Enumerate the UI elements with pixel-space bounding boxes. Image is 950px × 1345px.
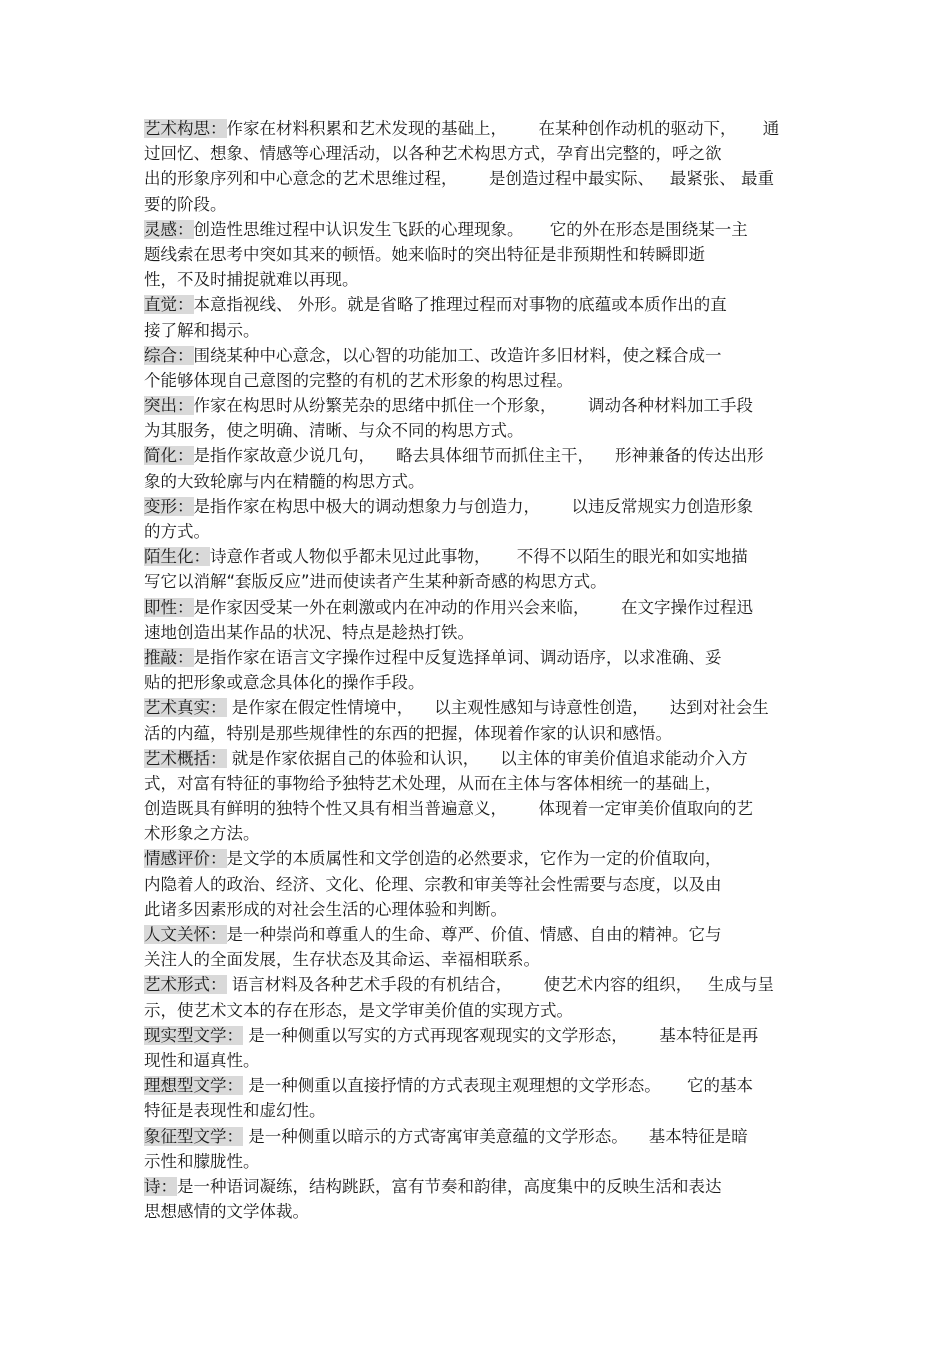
entry-line [144,569,809,594]
entry-line [144,771,809,796]
glossary-term: 综合： [144,345,194,365]
glossary-entry [144,846,809,922]
entry-line [144,1174,809,1199]
definition-text: 是一种语词凝练，结构跳跃，富有节奏和韵律，高度集中的反映生活和表达 [177,1176,722,1196]
glossary-term: 艺术形式： [144,975,227,995]
definition-text: 术形象之方法。 [144,824,260,844]
entry-line [144,267,809,292]
definition-text: 是作家在假定性情境中， 以主观性感知与诗意性创造， 达到对社会生 [226,698,769,718]
entry-line [144,821,809,846]
definition-text: 作家在材料积累和艺术发现的基础上， 在某种创作动机的驱动下， 通 [226,119,780,138]
glossary-entry [144,746,809,847]
entry-line [144,519,809,544]
definition-text: 接了解和揭示。 [144,320,260,340]
entry-line [144,166,809,191]
definition-text: 内隐着人的政治、经济、文化、伦理、宗教和审美等社会性需要与态度，以及由 [144,874,722,894]
definition-text: 作家在构思时从纷繁芜杂的思绪中抓住一个形象， 调动各种材料加工手段 [193,396,753,416]
definition-text: 要的阶段。 [144,194,227,214]
definition-text: 是文学的本质属性和文学创造的必然要求，它作为一定的价值取向， [226,849,722,869]
definition-text: 是一种侧重以直接抒情的方式表现主观理想的文学形态。 它的基本 [243,1076,753,1096]
document-page [144,116,809,1224]
glossary-term: 现实型文学： [144,1025,243,1045]
entry-line [144,746,809,771]
definition-text: 现性和逼真性。 [144,1050,260,1070]
definition-text: 写它以消解“套版反应”进而使读者产生某种新奇感的构思方式。 [144,572,607,592]
entry-line [144,292,809,317]
definition-text: 出的形象序列和中心意念的艺术思维过程， 是创造过程中最实际、 最紧张、 最重 [144,169,774,189]
glossary-term: 人文关怀： [144,925,227,944]
glossary-entry [144,645,809,695]
entry-line [144,922,809,947]
glossary-term: 诗： [144,1176,177,1196]
definition-text: 此诸多因素形成的对社会生活的心理体验和判断。 [144,899,507,919]
definition-text: 式，对富有特征的事物给予独特艺术处理，从而在主体与客体相统一的基础上， [144,773,722,793]
glossary-entry [144,393,809,443]
glossary-entry [144,1174,809,1224]
glossary-entry [144,1023,809,1073]
entry-line [144,1199,809,1224]
definition-text: 活的内蕴，特别是那些规律性的东西的把握，体现着作家的认识和感悟。 [144,723,672,743]
definition-text: 贴的把形象或意念具体化的操作手段。 [144,673,425,693]
entry-line [144,544,809,569]
entry-line [144,1124,809,1149]
glossary-entry [144,292,809,342]
definition-text: 关注人的全面发展，生存状态及其命运、幸福相联系。 [144,950,540,970]
definition-text: 性，不及时捕捉就难以再现。 [144,270,359,290]
glossary-term: 变形： [144,496,194,516]
entry-line [144,998,809,1023]
glossary-entry [144,343,809,393]
entry-line [144,1048,809,1073]
entry-line [144,192,809,217]
entry-line [144,721,809,746]
definition-text: 是一种崇尚和尊重人的生命、尊严、价值、情感、自由的精神。它与 [226,925,722,944]
entry-line [144,846,809,871]
glossary-entry [144,922,809,972]
entry-line [144,141,809,166]
definition-text: 是一种侧重以写实的方式再现客观现实的文学形态， 基本特征是再 [243,1025,759,1045]
definition-text: 为其服务，使之明确、清晰、与众不同的构思方式。 [144,421,524,441]
entry-line [144,796,809,821]
entry-line [144,1073,809,1098]
glossary-term: 推敲： [144,647,194,667]
glossary-term: 情感评价： [144,849,227,869]
entry-line [144,418,809,443]
entry-line [144,972,809,997]
entry-line [144,242,809,267]
definition-text: 就是作家依据自己的体验和认识， 以主体的审美价值追求能动介入方 [226,748,748,768]
definition-text: 创造性思维过程中认识发生飞跃的心理现象。 它的外在形态是围绕某一主 [193,219,748,239]
glossary-entry [144,595,809,645]
definition-text: 诗意作者或人物似乎都未见过此事物， 不得不以陌生的眼光和如实地描 [210,547,748,567]
definition-text: 思想感情的文学体裁。 [144,1202,309,1222]
entry-line [144,947,809,972]
entry-line [144,695,809,720]
definition-text: 的方式。 [144,522,210,541]
definition-text: 语言材料及各种艺术手段的有机结合， 使艺术内容的组织， 生成与呈 [226,975,774,995]
definition-text: 本意指视线、 外形。就是省略了推理过程而对事物的底蕴或本质作出的直 [193,295,727,315]
glossary-entry [144,1073,809,1123]
definition-text: 示性和朦胧性。 [144,1151,260,1171]
entry-line [144,494,809,519]
entry-line [144,1023,809,1048]
definition-text: 是一种侧重以暗示的方式寄寓审美意蕴的文学形态。 基本特征是暗 [243,1126,748,1146]
definition-text: 是指作家在语言文字操作过程中反复选择单词、调动语序，以求准确、妥 [193,647,722,667]
definition-text: 题线索在思考中突如其来的顿悟。她来临时的突出特征是非预期性和转瞬即逝 [144,244,705,264]
entry-line [144,670,809,695]
entry-line [144,872,809,897]
glossary-entry [144,695,809,745]
definition-text: 围绕某种中心意念，以心智的功能加工、改造许多旧材料，使之糅合成一 [193,345,722,365]
glossary-entry [144,494,809,544]
definition-text: 是指作家故意少说几句， 略去具体细节而抓住主干， 形神兼备的传达出形 [193,446,764,466]
glossary-entry [144,217,809,293]
entry-line [144,217,809,242]
entry-line [144,645,809,670]
definition-text: 创造既具有鲜明的独特个性又具有相当普遍意义， 体现着一定审美价值取向的艺 [144,799,753,819]
entry-line [144,318,809,343]
glossary-term: 象征型文学： [144,1126,243,1146]
glossary-term: 陌生化： [144,547,210,567]
entry-line [144,1149,809,1174]
entry-line [144,620,809,645]
glossary-term: 直觉： [144,295,194,315]
glossary-term: 简化： [144,446,194,466]
glossary-entry [144,972,809,1022]
entry-line [144,368,809,393]
entry-line [144,897,809,922]
glossary-entry [144,1124,809,1174]
glossary-entry [144,544,809,594]
glossary-term: 艺术真实： [144,698,227,718]
entry-line [144,443,809,468]
definition-text: 过回忆、想象、情感等心理活动，以各种艺术构思方式，孕育出完整的，呼之欲 [144,144,722,164]
definition-text: 速地创造出某作品的状况、特点是趁热打铁。 [144,622,474,642]
glossary-term: 即性： [144,597,194,617]
definition-text: 是指作家在构思中极大的调动想象力与创造力， 以违反常规实力创造形象 [193,496,753,516]
glossary-term: 艺术构思： [144,119,227,138]
glossary-term: 理想型文学： [144,1076,243,1096]
entry-line [144,116,809,141]
glossary-entry [144,116,809,217]
definition-text: 是作家因受某一外在刺激或内在冲动的作用兴会来临， 在文字操作过程迅 [193,597,753,617]
entry-line [144,343,809,368]
definition-text: 示，使艺术文本的存在形态，是文学审美价值的实现方式。 [144,1000,573,1020]
glossary-term: 突出： [144,396,194,416]
entry-line [144,1098,809,1123]
glossary-term: 艺术概括： [144,748,227,768]
entry-line [144,595,809,620]
glossary-term: 灵感： [144,219,194,239]
glossary-entry [144,443,809,493]
definition-text: 象的大致轮廓与内在精髓的构思方式。 [144,471,425,491]
definition-text: 个能够体现自己意图的完整的有机的艺术形象的构思过程。 [144,370,573,390]
entry-line [144,469,809,494]
definition-text: 特征是表现性和虚幻性。 [144,1101,326,1121]
entry-line [144,393,809,418]
